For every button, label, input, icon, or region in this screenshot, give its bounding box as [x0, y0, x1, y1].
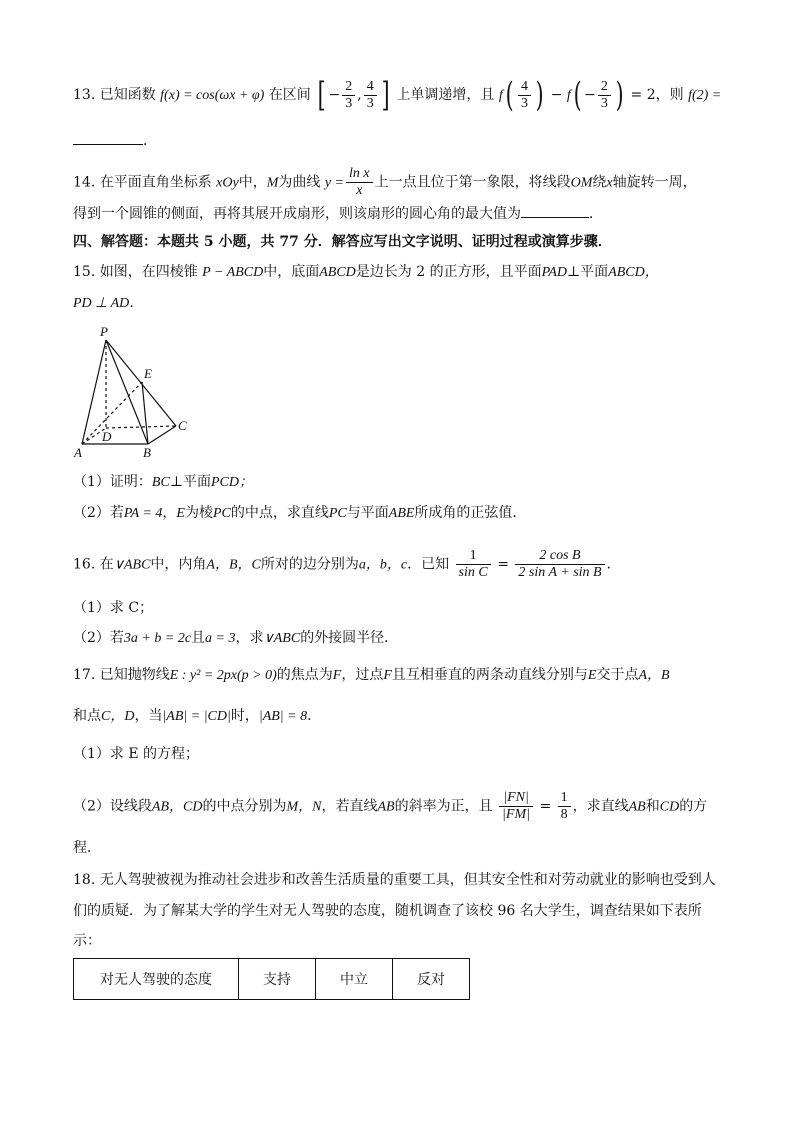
q17-part2: （2）设线段AB，CD的中点分别为M，N，若直线AB的斜率为正，且 $\frac{|FN|}{|FM|}$ = $\frac{1}{8}$ ，求直线AB和CD的方: [73, 790, 708, 822]
q17-ratio-value: $\frac{1}{8}$: [558, 790, 571, 823]
label-E: E: [144, 366, 152, 381]
table-header-neutral: 中立: [316, 959, 393, 1000]
q18-line3: 示：: [73, 933, 101, 949]
q15-line2: PD ⊥ AD．: [73, 296, 144, 311]
table-header-support: 支持: [239, 959, 316, 1000]
q14-line1: 14. 在平面直角坐标系 xOy中，M为曲线 y = $\frac{\text{ln x}}{x}$ 上一点且位于第一象限，将线段OM绕x轴旋转一周，: [73, 166, 697, 198]
q16-frac2: $\frac{\text{2 cos B}}{\text{2 sin A + sin B}}$: [515, 548, 604, 581]
q13-answer-blank[interactable]: [73, 130, 143, 145]
q15-part2: （2）若PA = 4，E为棱PC的中点，求直线PC与平面ABE所成角的正弦值．: [73, 505, 527, 521]
q13-left-bracket: [: [317, 75, 326, 115]
q16-frac1: $\frac{1}{\text{sin C}}$: [456, 548, 491, 581]
q13-line1: 13. 已知函数 f(x) = cos(ωx + φ) 在区间 [ − $\frac{2}{3}$ , $\frac{4}{3}$ ] 上单调递增，且 f( $\frac{4}{3}$ ) − f( − $\frac{2}{3}$ ) = 2，则 f(2) =: [73, 75, 722, 115]
q14-answer-blank[interactable]: [521, 203, 589, 218]
label-B: B: [143, 445, 151, 460]
q17-line1: 17. 已知抛物线E : y² = 2px(p > 0)的焦点为F，过点F且互相垂直的两条动直线分别与E交于点A，B: [73, 667, 670, 683]
q13-function: f(x) = cos(ωx + φ): [160, 88, 265, 103]
label-D: D: [102, 429, 112, 444]
q13-cond-f1: $\frac{4}{3}$: [518, 79, 531, 112]
table-header-oppose: 反对: [393, 959, 470, 1000]
q18-line2: 们的质疑．为了解某大学的学生对无人驾驶的态度，随机调查了该校 96 名大学生，调查结果如下表所: [73, 903, 702, 919]
q17-part1: （1）求 E 的方程；: [73, 746, 200, 762]
q18-line1: 18. 无人驾驶被视为推动社会进步和改善生活质量的重要工具，但其安全性和对劳动就业的影响也受到人: [73, 872, 716, 888]
edge-AE: [82, 382, 142, 444]
q17-ratio-frac: $\frac{|FN|}{|FM|}$: [499, 790, 533, 823]
q15-part1: （1）证明：BC⊥平面PCD；: [73, 474, 253, 490]
q13-cond-f2: $\frac{2}{3}$: [598, 79, 611, 112]
q13-ask: ，则: [655, 87, 684, 103]
q14-line2: 得到一个圆锥的侧面，再将其展开成扇形，则该扇形的圆心角的最大值为 ．: [73, 203, 603, 224]
q13-label: 13. 已知函数: [73, 87, 156, 103]
q13-cond-value: = 2: [630, 87, 656, 103]
q16-line1: 16. 在∨ABC中，内角A，B，C所对的边分别为a，b，c．已知 $\frac{1}{\text{sin C}}$ = $\frac{\text{2 cos B}}{\text{2 sin A + sin B}}$ ．: [73, 548, 621, 580]
edge-BC: [148, 426, 176, 444]
q13-f2: f(2) =: [688, 88, 722, 103]
table-row: [74, 959, 470, 1000]
label-A: A: [74, 445, 82, 460]
attitude-table: [73, 958, 470, 1000]
q13-interval-a: $\frac{2}{3}$: [342, 79, 355, 112]
q16-part1: （1）求 C；: [73, 600, 154, 616]
q17-line2: 和点C，D，当|AB| = |CD|时，|AB| = 8．: [73, 708, 322, 724]
label-C: C: [178, 418, 187, 433]
q13-right-bracket: ]: [381, 75, 390, 115]
q13-interval-b: $\frac{4}{3}$: [364, 79, 377, 112]
q17-part2-line2: 程．: [73, 840, 101, 856]
q14-curve-frac: $\frac{\text{ln x}}{x}$: [346, 166, 373, 199]
label-P: P: [100, 324, 108, 339]
table-header-attitude: 对无人驾驶的态度: [74, 959, 239, 1000]
q13-answer-line: ．: [73, 130, 157, 151]
q13-interval-prefix: 在区间: [268, 87, 311, 103]
q15-line1: 15. 如图，在四棱锥 P − ABCD中，底面ABCD是边长为 2 的正方形，且平面PAD⊥平面ABCD，: [73, 264, 659, 280]
q16-part2: （2）若3a + b = 2c且a = 3，求∨ABC的外接圆半径．: [73, 630, 399, 646]
pyramid-figure: [68, 320, 198, 460]
section4-heading: 四、解答题：本题共 5 小题，共 77 分．解答应写出文字说明、证明过程或演算步骤．: [73, 234, 612, 250]
q13-middle: 上单调递增，且: [396, 87, 495, 103]
